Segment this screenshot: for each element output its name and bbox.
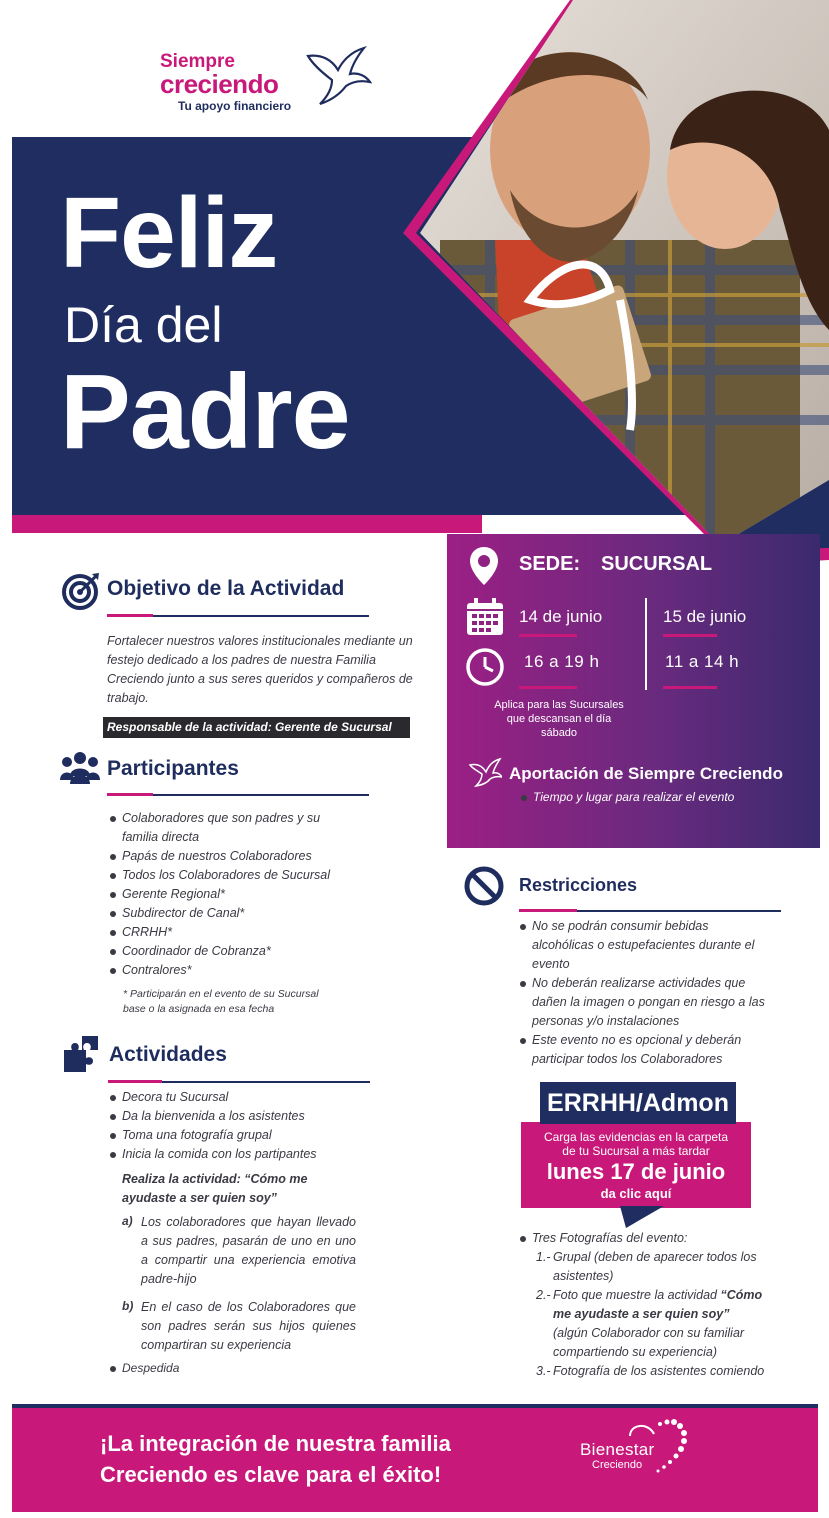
option-a-label: a) — [122, 1214, 133, 1228]
date-divider — [645, 598, 647, 690]
list-item: No se podrán consumir bebidas alcohólicas o estupefacientes durante el evento — [518, 917, 768, 974]
photo-1-text: Grupal (deben de aparecer todos los asistentes) — [553, 1250, 757, 1283]
list-item: Toma una fotografía grupal — [108, 1126, 358, 1145]
callout-pointer — [620, 1206, 664, 1230]
actividades-last — [108, 1359, 308, 1378]
participantes-note: * Participarán en el evento de su Sucursal base o la asignada en esa fecha — [123, 988, 319, 1015]
list-item: Decora tu Sucursal — [108, 1088, 358, 1107]
photo-3-num: 3.- — [536, 1364, 551, 1378]
people-group-icon — [60, 750, 100, 784]
hummingbird-logo-icon — [302, 44, 372, 110]
calendar-icon — [466, 598, 504, 636]
restricciones-list — [518, 917, 768, 1069]
errhh-callout — [521, 1122, 751, 1208]
footer-logo-line2: Creciendo — [592, 1459, 643, 1471]
father-daughter-photo — [380, 0, 829, 570]
errhh-tab: ERRHH/Admon — [540, 1082, 736, 1124]
date-1-rule — [519, 634, 577, 637]
participantes-heading: Participantes — [107, 757, 239, 780]
brand-line2: creciendo — [160, 69, 279, 99]
list-item: Da la bienvenida a los asistentes — [108, 1107, 358, 1126]
photo-1-num: 1.- — [536, 1250, 551, 1264]
hero-title-padre: Padre — [60, 353, 350, 471]
photo-2-bold: “Cómo me ayudaste a ser quien soy” — [553, 1288, 763, 1321]
brand-line1: Siempre — [160, 51, 235, 72]
aportacion-list — [519, 788, 779, 807]
restricciones-heading: Restricciones — [519, 875, 638, 895]
footer-line2: Creciendo es clave para el éxito! — [100, 1462, 442, 1487]
list-item: No deberán realizarse actividades que dañen la imagen o pongan en riesgo a las personas y/o instalaciones — [518, 974, 768, 1031]
option-b-text: En el caso de los Colaboradores que son padres serán sus hijos quienes compartiran su experiencia — [141, 1300, 356, 1352]
list-item: Tiempo y lugar para realizar el evento — [519, 788, 779, 807]
actividades-heading: Actividades — [109, 1043, 227, 1066]
list-item: Tres Fotografías del evento: — [518, 1229, 768, 1248]
evidencias-list — [518, 1229, 768, 1248]
list-item: Este evento no es opcional y deberán participar todos los Colaboradores — [518, 1031, 768, 1069]
list-item: Despedida — [108, 1359, 308, 1378]
option-b-label: b) — [122, 1299, 134, 1313]
photo-2-pre: Foto que muestre la actividad — [553, 1288, 721, 1302]
time-1-rule — [519, 686, 577, 689]
hero-title-dia-del: Día del — [64, 297, 223, 353]
participantes-rule-accent — [107, 793, 153, 796]
hummingbird-icon — [468, 757, 502, 787]
date-2-rule — [663, 634, 717, 637]
list-item: Coordinador de Cobranza* — [108, 942, 348, 961]
time-2: 11 a 14 h — [665, 652, 740, 671]
list-item: CRRHH* — [108, 923, 348, 942]
footer-logo-line1: Bienestar — [580, 1440, 655, 1459]
errhh-date: lunes 17 de junio — [546, 1159, 726, 1184]
list-item: Inicia la comida con los partipantes — [108, 1145, 358, 1164]
footer-top-rule — [12, 1404, 818, 1408]
aportacion-heading: Aportación de Siempre Creciendo — [509, 764, 783, 783]
list-item: Colaboradores que son padres y su familia directa — [108, 809, 348, 847]
objetivo-text: Fortalecer nuestros valores institucionales mediante un festejo dedicado a los padres de nuestra Familia Creciendo junto a sus seres queridos y compañeros de trabajo. — [107, 634, 413, 705]
photo-2-text — [553, 1286, 763, 1362]
realiza-text: Realiza la actividad: “Cómo me ayudaste a ser quien soy” — [122, 1172, 308, 1205]
footer-slogan — [100, 1428, 451, 1490]
objetivo-heading: Objetivo de la Actividad — [107, 577, 345, 600]
participantes-list — [108, 809, 348, 980]
list-item: Gerente Regional* — [108, 885, 348, 904]
sede-label: SEDE: — [519, 553, 581, 575]
clock-icon — [466, 648, 504, 686]
footer-line1: ¡La integración de nuestra familia — [100, 1431, 451, 1456]
prohibited-icon — [464, 866, 504, 906]
list-item: Todos los Colaboradores de Sucursal — [108, 866, 348, 885]
puzzle-icon — [62, 1036, 98, 1072]
list-item: Papás de nuestros Colaboradores — [108, 847, 348, 866]
target-icon — [62, 572, 100, 610]
responsable-label: Responsable de la actividad: Gerente de Sucursal — [103, 717, 410, 738]
photo-2-post: (algún Colaborador con su familiar compartiendo su experiencia) — [553, 1326, 745, 1359]
list-item: Contralores* — [108, 961, 348, 980]
list-item: Subdirector de Canal* — [108, 904, 348, 923]
errhh-line1: Carga las evidencias en la carpeta de tu Sucursal a más tardar — [543, 1130, 729, 1158]
photo-3-text: Fotografía de los asistentes comiendo — [553, 1364, 765, 1378]
restricciones-rule-accent — [519, 909, 577, 912]
photo-2-num: 2.- — [536, 1288, 551, 1302]
time-1: 16 a 19 h — [524, 652, 600, 671]
option-a-text: Los colaboradores que hayan llevado a sus padres, pasarán de uno en uno a compartir una experiencia emotiva padre-hijo — [141, 1215, 356, 1286]
time-2-rule — [663, 686, 717, 689]
sede-value: SUCURSAL — [601, 553, 713, 575]
brand-tagline: Tu apoyo financiero — [178, 99, 292, 113]
actividades-list — [108, 1088, 358, 1164]
date-1: 14 de junio — [519, 607, 603, 626]
actividades-rule-accent — [108, 1080, 162, 1083]
upload-link[interactable]: da clic aquí — [600, 1186, 672, 1201]
location-pin-icon — [469, 546, 499, 586]
hero-title-feliz: Feliz — [60, 177, 278, 289]
objetivo-rule-accent — [107, 614, 153, 617]
sede-note: Aplica para las Sucursales que descansan el día sábado — [494, 699, 624, 739]
date-2: 15 de junio — [663, 607, 747, 626]
